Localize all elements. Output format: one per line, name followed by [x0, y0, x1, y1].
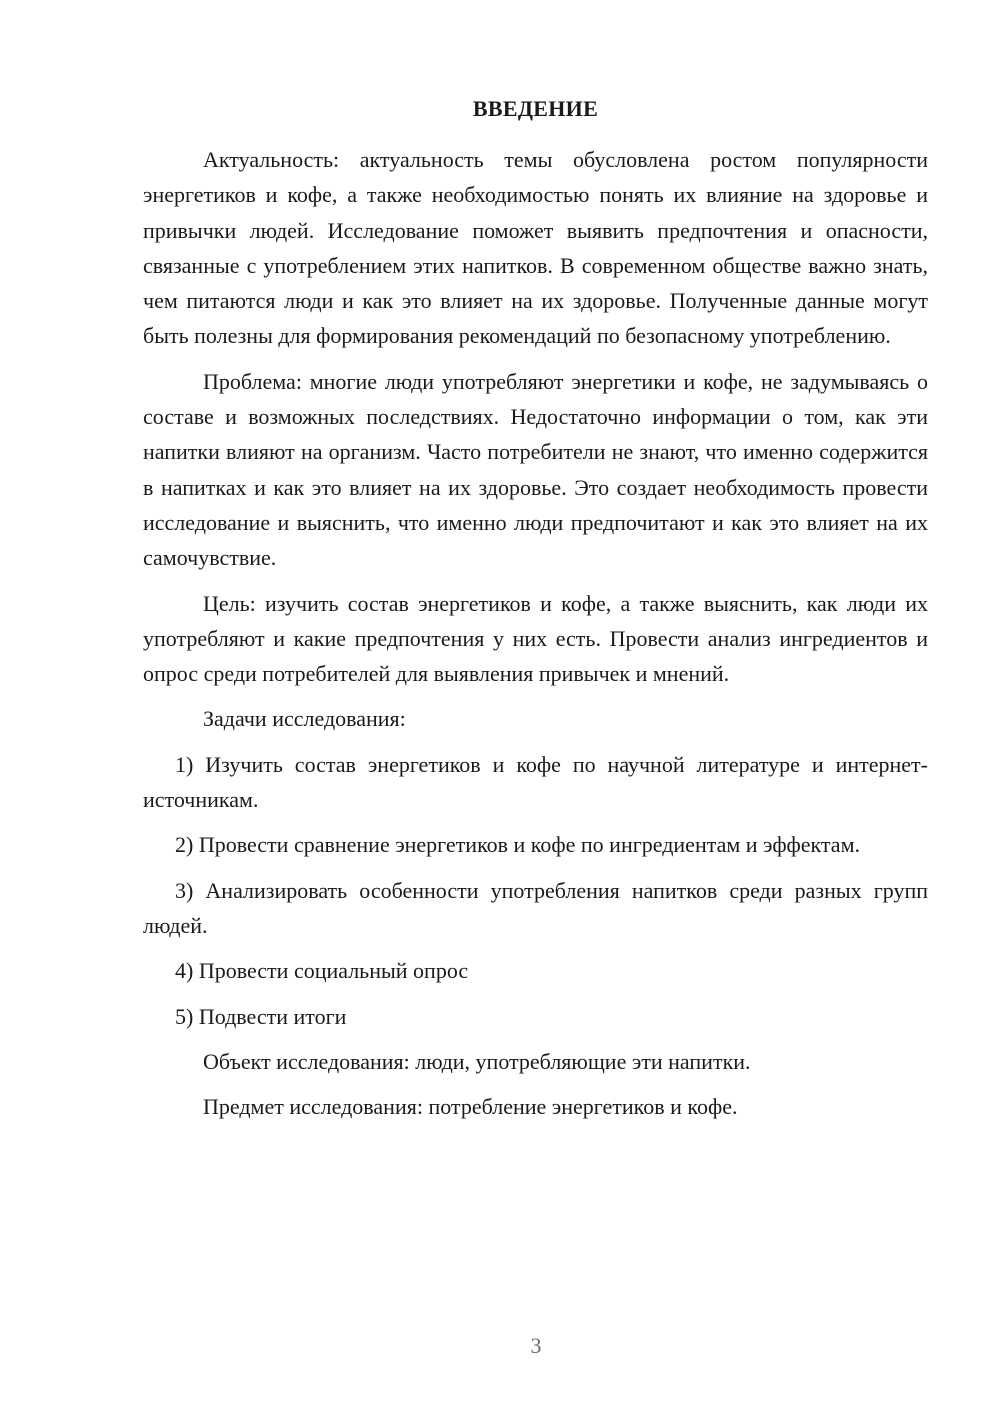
page-number: 3	[530, 1333, 542, 1358]
problem-paragraph: Проблема: многие люди употребляют энергетики и кофе, не задумываясь о составе и возможных последствиях. Недостаточно информации о том, как эти напитки влияют на организм. Часто потребители не знают, что именно содержится в напитках и как это влияет на их здоровье. Это создает необходимость провести исследование и выяснить, что именно люди предпочитают и как это влияет на их самочувствие.	[143, 368, 928, 571]
page-title: ВВЕДЕНИЕ	[472, 96, 599, 121]
task-item: 2) Провести сравнение энергетиков и кофе по ингредиентам и эффектам.	[175, 832, 860, 858]
document-body	[143, 142, 928, 1134]
goal-paragraph: Цель: изучить состав энергетиков и кофе, а также выяснить, как люди их употребляют и какие предпочтения у них есть. Провести анализ ингредиентов и опрос среди потребителей для выявления привычек и мнений.	[143, 590, 928, 687]
task-item: 5) Подвести итоги	[175, 1003, 347, 1029]
task-item: 3) Анализировать особенности употребления напитков среди разных групп людей.	[143, 877, 928, 938]
research-subject: Предмет исследования: потребление энергетиков и кофе.	[203, 1094, 738, 1120]
relevance-paragraph: Актуальность: актуальность темы обусловлена ростом популярности энергетиков и кофе, а также необходимостью понять их влияние на здоровье и привычки людей. Исследование поможет выявить предпочтения и опасности, связанные с употреблением этих напитков. В современном обществе важно знать, чем питаются люди и как это влияет на их здоровье. Полученные данные могут быть полезны для формирования рекомендаций по безопасному употреблению.	[143, 147, 928, 349]
tasks-heading: Задачи исследования:	[203, 706, 406, 732]
task-item: 1) Изучить состав энергетиков и кофе по научной литературе и интернет-источникам.	[143, 751, 928, 813]
research-object: Объект исследования: люди, употребляющие эти напитки.	[203, 1048, 751, 1074]
task-item: 4) Провести социальный опрос	[175, 958, 469, 984]
